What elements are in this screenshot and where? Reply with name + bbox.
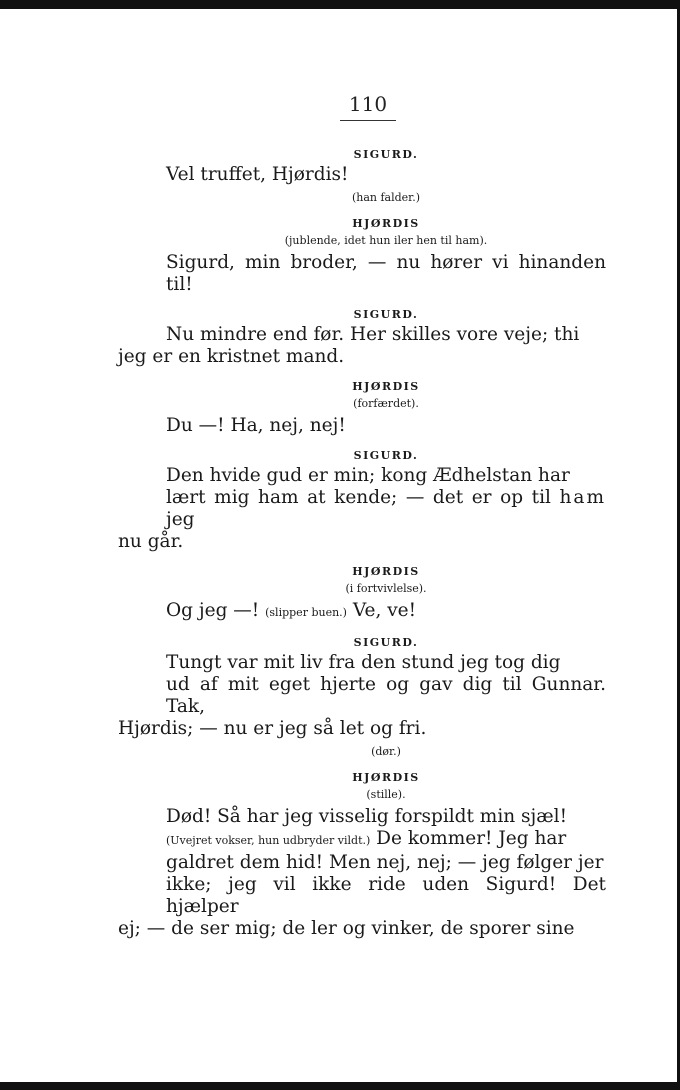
speech-line: nu går. xyxy=(118,531,184,552)
speech-line xyxy=(166,600,606,624)
speech-line: ej; — de ser mig; de ler og vinker, de sporer sine xyxy=(118,918,575,939)
speaker-name: HJØRDIS xyxy=(352,380,420,393)
inline-stage-direction: (slipper buen.) xyxy=(265,606,347,619)
stage-direction: (dør.) xyxy=(371,745,401,758)
speech-line: ikke; jeg vil ikke ride uden Sigurd! Det hjælper xyxy=(166,874,606,917)
stage-direction: (stille). xyxy=(366,788,406,801)
scan-edge-top xyxy=(0,0,680,9)
speaker-name: SIGURD. xyxy=(353,148,419,161)
speech-line: Vel truffet, Hjørdis! xyxy=(166,164,349,185)
speech-line: Den hvide gud er min; kong Ædhelstan har xyxy=(166,465,570,486)
stage-direction: (jublende, idet hun iler hen til ham). xyxy=(284,234,488,247)
speech-fragment: De kommer! Jeg har xyxy=(376,828,567,849)
speech-line: Nu mindre end før. Her skilles vore veje; thi xyxy=(166,324,580,345)
speech-fragment: jeg xyxy=(166,509,195,530)
speech-line: Sigurd, min broder, — nu hører vi hinanden til! xyxy=(166,252,606,295)
page-number-rule xyxy=(340,120,396,121)
speaker-name: SIGURD. xyxy=(353,636,419,649)
speech-line: Død! Så har jeg visselig forspildt min sjæl! xyxy=(166,806,568,827)
stage-direction: (i fortvivlelse). xyxy=(345,582,427,595)
speech-line xyxy=(166,487,606,531)
speaker-name: HJØRDIS xyxy=(352,217,420,230)
page-number: 110 xyxy=(348,92,388,116)
speaker-name: HJØRDIS xyxy=(352,771,420,784)
emphasized-word: ham xyxy=(559,487,607,508)
speech-line: galdret dem hid! Men nej, nej; — jeg følger jer xyxy=(166,852,604,873)
scan-edge-bottom xyxy=(0,1082,680,1090)
stage-direction: (han falder.) xyxy=(351,191,421,204)
speaker-name: SIGURD. xyxy=(353,308,419,321)
speech-line xyxy=(166,828,606,852)
speech-fragment: Og jeg —! xyxy=(166,600,260,621)
speech-fragment: lært mig ham at kende; — det er op til xyxy=(166,487,551,508)
speech-line: Du —! Ha, nej, nej! xyxy=(166,415,346,436)
speaker-name: SIGURD. xyxy=(353,449,419,462)
speech-line: jeg er en kristnet mand. xyxy=(118,346,345,367)
speech-line: Tungt var mit liv fra den stund jeg tog dig xyxy=(166,652,561,673)
inline-stage-direction: (Uvejret vokser, hun udbryder vildt.) xyxy=(166,834,371,847)
speech-fragment: Ve, ve! xyxy=(352,600,417,621)
speech-line: Hjørdis; — nu er jeg så let og fri. xyxy=(118,718,427,739)
play-text xyxy=(118,138,607,944)
stage-direction: (forfærdet). xyxy=(353,397,419,410)
speech-line: ud af mit eget hjerte og gav dig til Gunnar. Tak, xyxy=(166,674,606,717)
speaker-name: HJØRDIS xyxy=(352,565,420,578)
